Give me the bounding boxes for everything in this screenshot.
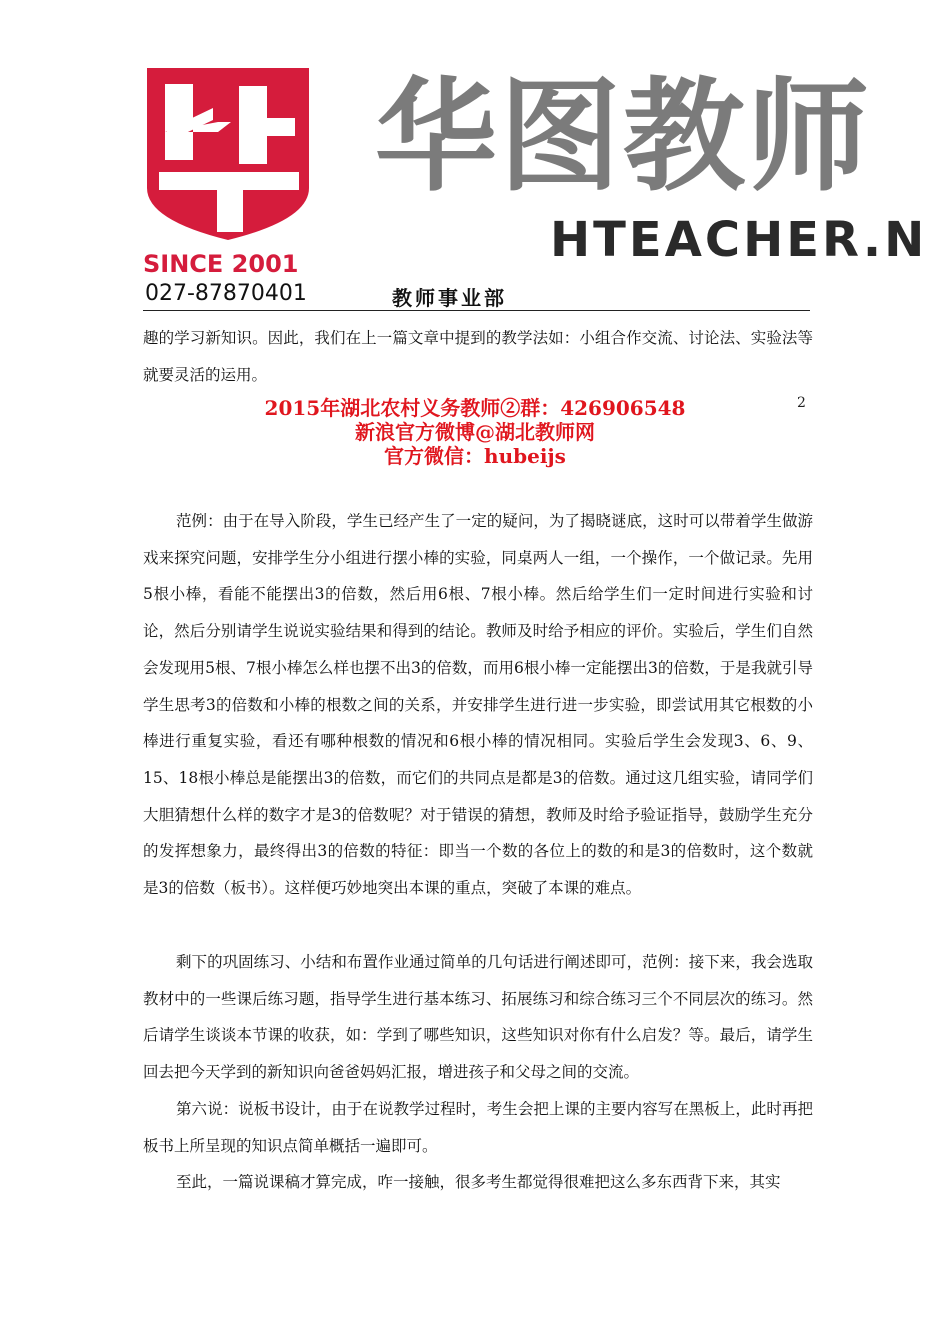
- blackboard-paragraph: 第六说：说板书设计，由于在说教学过程时，考生会把上课的主要内容写在黑板上，此时再把板书上所呈现的知识点简单概括一遍即可。: [143, 1100, 813, 1155]
- header-phone: 027-87870401: [145, 281, 307, 306]
- intro-paragraph: 趣的学习新知识。因此，我们在上一篇文章中提到的教学法如：小组合作交流、讨论法、实验法等就要灵活的运用。: [143, 329, 813, 384]
- contact-notice: [150, 396, 800, 468]
- page-number: 2: [797, 395, 806, 411]
- header-department: 教师事业部: [392, 286, 507, 310]
- notice-qq-group: 2015年湖北农村义务教师②群：426906548: [264, 396, 686, 420]
- hteacher-logo-icon: [143, 68, 313, 240]
- brand-domain: HTEACHER.N: [550, 212, 928, 268]
- notice-weibo: 新浪官方微博@湖北教师网: [355, 420, 595, 444]
- header-divider: [143, 310, 810, 311]
- example-paragraph: 范例：由于在导入阶段，学生已经产生了一定的疑问，为了揭晓谜底，这时可以带着学生做游戏来探究问题，安排学生分小组进行摆小棒的实验，同桌两人一组，一个操作，一个做记录。先用5根小棒，看能不能摆出3的倍数，然后用6根、7根小棒。然后给学生们一定时间进行实验和讨论，然后分别请学生说说实验结果和得到的结论。教师及时给予相应的评价。实验后，学生们自然会发现用5根、7根小棒怎么样也摆不出3的倍数，而用6根小棒一定能摆出3的倍数，于是我就引导学生思考3的倍数和小棒的根数之间的关系，并安排学生进行进一步实验，即尝试用其它根数的小棒进行重复实验，看还有哪种根数的情况和6根小棒的情况相同。实验后学生会发现3、6、9、15、18根小棒总是能摆出3的倍数，而它们的共同点是都是3的倍数。通过这几组实验，请同学们大胆猜想什么样的数字才是3的倍数呢？对于错误的猜想，教师及时给予验证指导，鼓励学生充分的发挥想象力，最终得出3的倍数的特征：即当一个数的各位上的数的和是3的倍数时，这个数就是3的倍数（板书）。这样便巧妙地突出本课的重点，突破了本课的难点。: [143, 512, 813, 898]
- notice-wechat: 官方微信：hubeijs: [384, 444, 566, 468]
- brand-name-cn: 华图教师: [375, 66, 871, 208]
- practice-paragraph: 剩下的巩固练习、小结和布置作业通过简单的几句话进行阐述即可，范例：接下来，我会选取教材中的一些课后练习题，指导学生进行基本练习、拓展练习和综合练习三个不同层次的练习。然后请学生谈谈本节课的收获，如：学到了哪些知识，这些知识对你有什么启发？等。最后，请学生回去把今天学到的新知识向爸爸妈妈汇报，增进孩子和父母之间的交流。: [143, 953, 813, 1082]
- logo-since-text: SINCE 2001: [143, 250, 299, 278]
- conclusion-paragraph: 至此，一篇说课稿才算完成，咋一接触，很多考生都觉得很难把这么多东西背下来，其实: [176, 1173, 781, 1191]
